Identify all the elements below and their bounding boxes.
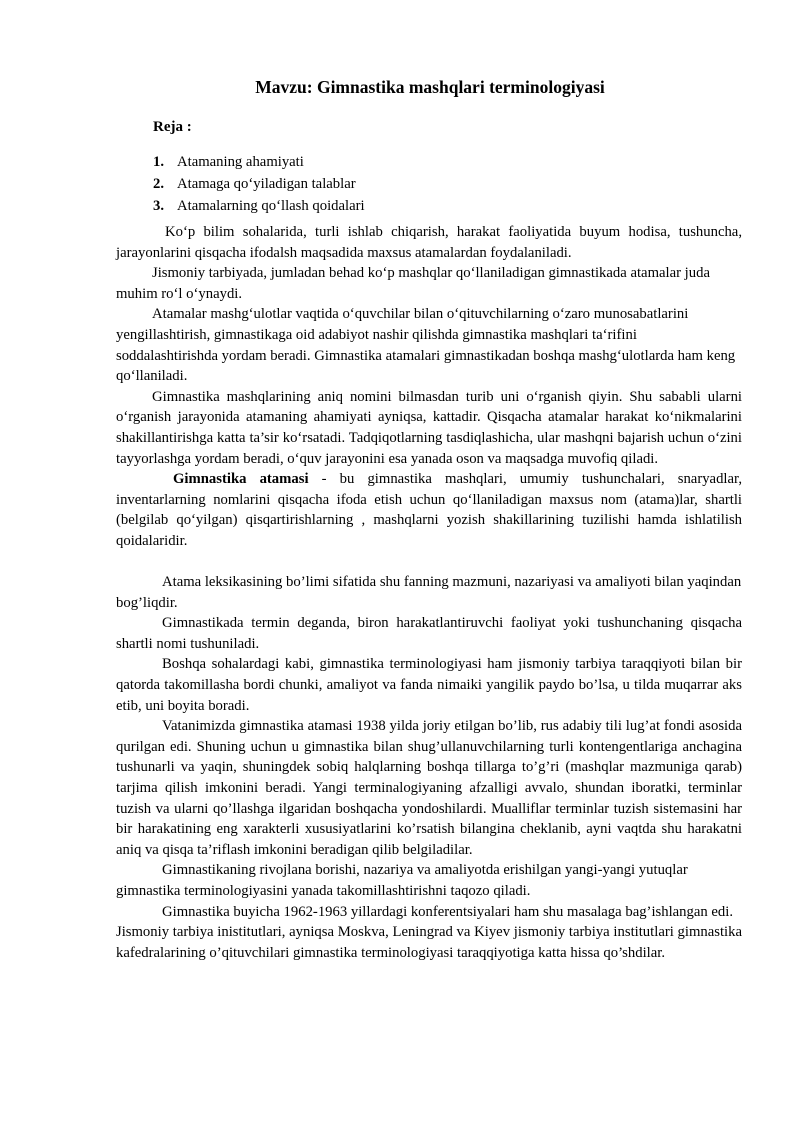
definition-term: Gimnastika atamasi [173,471,309,488]
paragraph: Gimnastikaning rivojlana borishi, nazariya va amaliyotda erishilgan yangi-yangi yutuqlar gimnastika terminologiyasini yanada takomillashtirishni taqozo qiladi. [116,862,688,899]
plan-item [153,174,365,196]
paragraph: Gimnastika buyicha 1962-1963 yillardagi konferentsiyalari ham shu masalaga bag’ishlangan edi. [162,903,734,920]
plan-item-text: Atamalarning qo‘llash qoidalari [177,197,365,214]
paragraph: Vatanimizda gimnastika atamasi 1938 yilda joriy etilgan bo’lib, rus adabiy tili lug’at fondi asosida qurilgan edi. Shuning uchun u gimnastika bilan shug’ullanuvchilarning turli kontengentlariga anchagina tushunarli va yaqin, shuningdek sobiq halqlarning boshqa tillarga to’g’ri (mashqlar mazmuniga qarab) tarjima qilish imkonini beradi. Yangi terminalogiyaning afzalligi avvalo, shundan iboratki, terminlar tuzish va ularni qo’llashga ilgaridan boshqacha yondoshilardi. Mualliflar terminlar tuzish sistemasini har bir harakatining eng xarakterli xususiyatlarini ko’rsatish bilangina cheklanib, ayni vaqtda shu harakatni aniq va qisqa ta’riflash imkonini beradigan qilib belgiladilar. [116,718,742,858]
body-section-1 [116,222,742,552]
plan-list [153,152,365,217]
page-title: Mavzu: Gimnastika mashqlari terminologiyasi [255,77,605,97]
plan-heading: Reja : [153,119,192,135]
paragraph: Jismoniy tarbiyada, jumladan behad ko‘p mashqlar qo‘llaniladigan gimnastikada atamalar juda muhim ro‘l o‘ynaydi. [116,265,710,302]
paragraph: Atama leksikasining bo’limi sifatida shu fanning mazmuni, nazariyasi va amaliyoti bilan yaqindan bog’liqdir. [116,574,742,611]
plan-item [153,196,365,218]
plan-item-number: 3. [153,197,165,214]
plan-item-number: 1. [153,154,165,170]
plan-item [153,152,365,174]
paragraph: Boshqa sohalardagi kabi, gimnastika terminologiyasi ham jismoniy tarbiya taraqqiyoti bilan bir qatorda takomillasha bordi chunki, amaliyot va fanda nimaiki yangilik paydo bo’lsa, u tilda muqarrar aks etib, uni boyita boradi. [116,656,742,714]
plan-item-number: 2. [153,175,165,192]
paragraph: Ko‘p bilim sohalarida, turli ishlab chiqarish, harakat faoliyatida buyum hodisa, tushuncha, jarayonlarini qisqacha ifodalsh maqsadida maxsus atamalardan foydalaniladi. [116,224,742,261]
definition-text: - bu gimnastika mashqlari, umumiy tushunchalari, snaryadlar, inventarlarning nomlarini qisqacha ifoda etish uchun qo‘llaniladigan maxsus nom (atama)lar, shartli (belgilab qo‘yilgan) qisqartirishlarning , mashqlarni yozish shakillarining tuzilishi hamda ishlatilish qoidalaridir. [116,471,742,549]
definition-paragraph [116,469,742,551]
body-section-2 [116,572,742,963]
plan-item-text: Atamaning ahamiyati [177,154,304,170]
paragraph: Gimnastikada termin deganda, biron harakatlantiruvchi faoliyat yoki tushunchaning qisqacha shartli nomi tushuniladi. [116,615,742,652]
paragraph: Jismoniy tarbiya inistitutlari, ayniqsa Moskva, Leningrad va Kiyev jismoniy tarbiya institutlari gimnastika kafedralarining o’qituvchilari gimnastika terminologiyasi taraqqiyotiga katta hissa qo’shdilar. [116,924,742,961]
paragraph: Atamalar mashg‘ulotlar vaqtida o‘quvchilar bilan o‘qituvchilarning o‘zaro munosabatlarini yengillashtirish, gimnastikaga oid adabiyot nashir qilishda gimnastika mashqlari ta‘rifini soddalashtirishda yordam beradi. Gimnastika atamalari gimnastikadan boshqa mashg‘ulotlarda ham keng qo‘llaniladi. [116,306,736,385]
paragraph: Gimnastika mashqlarining aniq nomini bilmasdan turib uni o‘rganish qiyin. Shu sababli ularni o‘rganish jarayonida atamaning ahamiyati ayniqsa, kattadir. Qisqacha atamalar harakat ko‘nikmalarini shakillantirishga katta ta’sir ko‘rsatadi. Tadqiqotlarning tasdiqlashicha, ular mashqni bajarish uchun o‘zini tayyorlashga yordam beradi, o‘quv jarayonini esa yanada oson va maqsadga muvofiq qiladi. [116,388,742,467]
plan-item-text: Atamaga qo‘yiladigan talablar [177,175,356,192]
